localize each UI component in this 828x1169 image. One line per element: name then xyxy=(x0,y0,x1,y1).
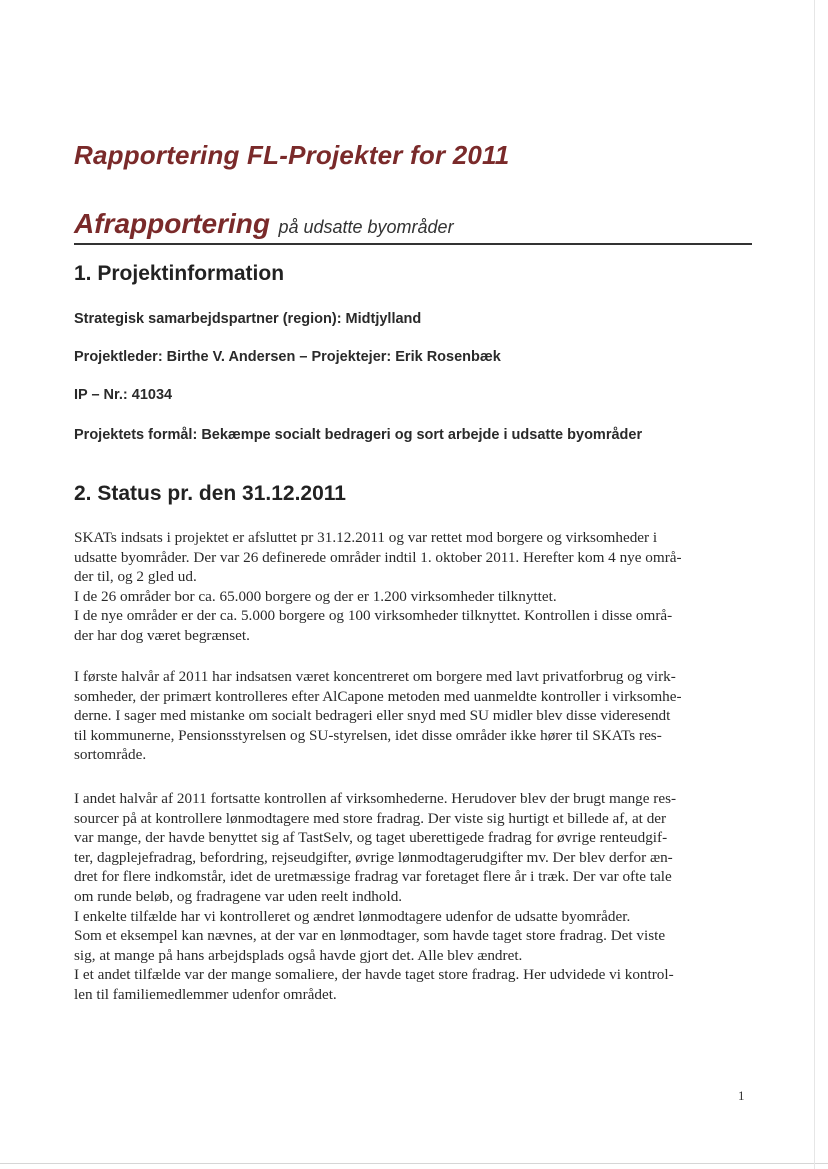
paragraph-line: Som et eksempel kan nævnes, at der var en lønmodtager, som havde taget store fradrag. Det viste xyxy=(74,927,666,945)
paragraph-line: sig, at mange på hans arbejdsplads også havde gjort det. Alle blev ændret. xyxy=(74,946,523,964)
paragraph-line: I de 26 områder bor ca. 65.000 borgere og der er 1.200 virksomheder tilknyttet. xyxy=(74,587,557,605)
paragraph-line: I et andet tilfælde var der mange somaliere, der havde taget store fradrag. Her udvidede vi kontrol- xyxy=(74,966,674,984)
paragraph-line: ter, dagplejefradrag, befordring, rejseudgifter, øvrige lønmodtagerudgifter mv. Der blev derfor æn- xyxy=(74,848,673,866)
paragraph-1 xyxy=(74,528,746,646)
leaders-line: Projektleder: Birthe V. Andersen – Projektejer: Erik Rosenbæk xyxy=(74,349,501,365)
paragraph-line: dret for flere indkomstår, idet de uretmæssige fradrag var foretaget flere år i træk. Der var ofte tale xyxy=(74,868,672,886)
paragraph-line: I de nye områder er der ca. 5.000 borgere og 100 virksomheder tilknyttet. Kontrollen i disse områ- xyxy=(74,607,673,625)
document-title: Rapportering FL-Projekter for 2011 xyxy=(74,140,510,170)
paragraph-line: om runde beløb, og fradragene var uden reelt indhold. xyxy=(74,887,403,905)
purpose-line: Projektets formål: Bekæmpe socialt bedrageri og sort arbejde i udsatte byområder xyxy=(74,427,643,443)
page-right-edge xyxy=(814,0,815,1169)
paragraph-line: SKATs indsats i projektet er afsluttet pr 31.12.2011 og var rettet mod borgere og virksomheder i xyxy=(74,529,658,546)
paragraph-line: sortområde. xyxy=(74,746,147,764)
subtitle-main: Afrapportering xyxy=(74,208,270,239)
subtitle-qualifier: på udsatte byområder xyxy=(278,217,454,237)
document-subtitle xyxy=(74,208,454,240)
header-divider xyxy=(74,243,752,245)
section2-heading: 2. Status pr. den 31.12.2011 xyxy=(74,482,346,505)
page-bottom-edge xyxy=(0,1163,828,1164)
paragraph-line: der har dog været begrænset. xyxy=(74,626,250,644)
paragraph-line: udsatte byområder. Der var 26 definerede områder indtil 1. oktober 2011. Herefter kom 4 nye områ- xyxy=(74,548,682,566)
ip-number-line: IP – Nr.: 41034 xyxy=(74,387,173,403)
paragraph-line: sourcer på at kontrollere lønmodtagere med store fradrag. Der viste sig hurtigt et billede af, at der xyxy=(74,809,667,827)
partner-line: Strategisk samarbejdspartner (region): Midtjylland xyxy=(74,311,422,327)
paragraph-line: I første halvår af 2011 har indsatsen været koncentreret om borgere med lavt privatforbrug og virk- xyxy=(74,668,676,685)
paragraph-line: til kommunerne, Pensionsstyrelsen og SU-styrelsen, idet disse områder ikke hører til SKATs res- xyxy=(74,726,662,744)
paragraph-line: var mange, der havde benyttet sig af TastSelv, og taget uberettigede fradrag for øvrige renteudgif- xyxy=(74,829,668,847)
section1-heading: 1. Projektinformation xyxy=(74,262,285,285)
paragraph-line: somheder, der primært kontrolleres efter AlCapone metoden med uanmeldte kontroller i virksomhe- xyxy=(74,687,682,705)
paragraph-2 xyxy=(74,667,746,765)
paragraph-line: I enkelte tilfælde har vi kontrolleret og ændret lønmodtagere udenfor de udsatte byområder. xyxy=(74,907,631,925)
paragraph-line: derne. I sager med mistanke om socialt bedrageri eller snyd med SU midler blev disse videresendt xyxy=(74,707,671,725)
paragraph-3 xyxy=(74,789,746,1005)
page-number: 1 xyxy=(738,1088,745,1103)
paragraph-line: len til familiemedlemmer udenfor området. xyxy=(74,985,337,1003)
paragraph-line: der til, og 2 gled ud. xyxy=(74,568,197,586)
paragraph-line: I andet halvår af 2011 fortsatte kontrollen af virksomhederne. Herudover blev der brugt mange res- xyxy=(74,790,677,807)
